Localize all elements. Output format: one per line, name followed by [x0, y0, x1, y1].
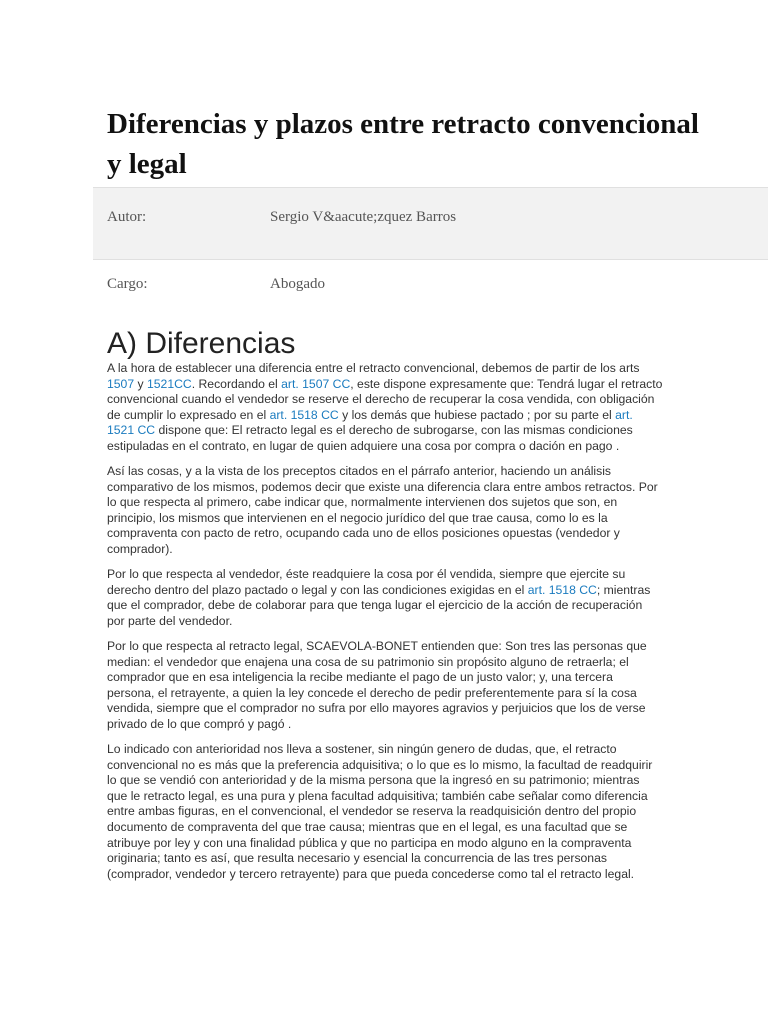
paragraph-text: Así las cosas, y a la vista de los preceptos citados en el párrafo anterior, haciendo un análisis comparativo de los mismos, podemos decir que existe una diferencia clara entre ambos retractos. Por lo que respecta al primero, cabe indicar que, normalmente intervienen dos sujetos que son, en principio, los mismos que intervienen en el negocio jurídico del que trae causa, como lo es la compraventa con pacto de retro, ocupando cada uno de ellos posiciones opuestas (vendedor y comprador).: [107, 464, 658, 557]
paragraph-text: y: [134, 376, 147, 391]
paragraph: [107, 639, 663, 733]
author-value: Sergio V&aacute;zquez Barros: [270, 209, 457, 225]
role-label: Cargo:: [107, 276, 148, 292]
page-title: Diferencias y plazos entre retracto convencional y legal: [107, 108, 699, 180]
author-label: Autor:: [107, 209, 147, 225]
article-link[interactable]: art. 1518 CC: [527, 582, 597, 597]
paragraph: [107, 567, 663, 629]
paragraph-text: , este dispone expresamente que: Tendrá lugar el retracto convencional cuando el vendedor se reserve el derecho de recuperar la cosa vendida, con obligación de cumplir lo expresado en el: [107, 376, 663, 422]
article-link[interactable]: 1521CC: [147, 376, 192, 391]
article-body: [107, 361, 663, 892]
article-link[interactable]: art. 1518 CC: [269, 407, 339, 422]
article-link[interactable]: art. 1507 CC: [281, 376, 351, 391]
section-heading: A) Diferencias: [107, 327, 296, 360]
paragraph-text: . Recordando el: [191, 376, 282, 391]
paragraph-text: A la hora de establecer una diferencia entre el retracto convencional, debemos de partir de los arts: [107, 361, 640, 375]
article-link[interactable]: art. 1521 CC: [107, 407, 633, 438]
paragraph-text: ; mientras que el comprador, debe de colaborar para que tenga lugar el ejercicio de la acción de recuperación por parte del vendedor.: [107, 582, 651, 628]
paragraph-text: Lo indicado con anterioridad nos lleva a sostener, sin ningún genero de dudas, que, el retracto convencional no es más que la preferencia adquisitiva; o lo que es lo mismo, la facultad de readquirir lo que se vendió con anterioridad y de la misma persona que la ingresó en su patrimonio; mientras que le retracto legal, es una pura y plena facultad adquisitiva; también cabe señalar como diferencia entre ambas figuras, en el convencional, el vendedor se reserva la readquisición dentro del propio documento de compraventa del que trae causa; mientras que en el legal, es una facultad que se atribuye por ley y con una finalidad pública y que no participa en modo alguno en la compraventa originaria; tanto es así, que resulta necesario y esencial la concurrencia de las tres personas (comprador, vendedor y tercero retrayente) para que pueda concederse como tal el retracto legal.: [107, 742, 653, 881]
role-value: Abogado: [270, 276, 325, 292]
role-row: [93, 260, 768, 312]
paragraph: [107, 361, 663, 455]
paragraph-text: y los demás que hubiese pactado ; por su parte el: [338, 407, 616, 422]
paragraph: [107, 464, 663, 558]
paragraph-text: dispone que: El retracto legal es el derecho de subrogarse, con las mismas condiciones estipuladas en el contrato, en lugar de quien adquiere una cosa por compra o dación en pago .: [107, 423, 633, 453]
article-link[interactable]: 1507: [107, 376, 135, 391]
paragraph-text: Por lo que respecta al vendedor, éste readquiere la cosa por él vendida, siempre que ejercite su derecho dentro del plazo pactado o legal y con las condiciones exigidas en el: [107, 567, 626, 597]
author-row: [93, 187, 768, 260]
paragraph: [107, 742, 663, 882]
paragraph-text: Por lo que respecta al retracto legal, SCAEVOLA-BONET entienden que: Son tres las personas que median: el vendedor que enajena una cosa de su patrimonio sin propósito alguno de retraerla; el comprador que en esa inteligencia la recibe mediante el pago de un justo valor; y, una tercera persona, el retrayente, a quien la ley concede el derecho de pedir preferentemente para sí la cosa vendida, siempre que el comprador no sufra por ello mayores agravios y perjuicios que los de verse privado de lo que compró y pagó .: [107, 639, 647, 731]
